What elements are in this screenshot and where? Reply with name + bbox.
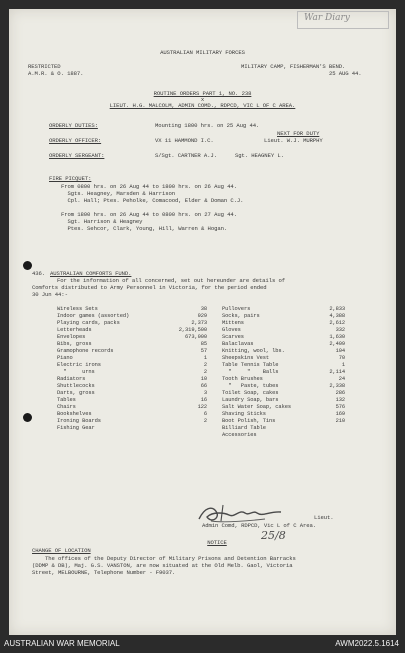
notice-line: Street, MELBOURNE, Telephone Number - F9037. — [32, 569, 176, 576]
comfort-item-name: Envelopes — [57, 334, 86, 340]
comfort-item-qty: 2 — [203, 418, 207, 424]
comfort-item-qty: 3 — [203, 390, 207, 396]
comfort-item-qty: 10 — [200, 376, 207, 382]
comfort-item-name: Sheepskins Vest — [222, 355, 270, 361]
comfort-item-name: Tooth Brushes — [222, 376, 263, 382]
orderly-officer-value: VX 11 HAMMOND I.C. — [155, 137, 214, 144]
comfort-item-name: " " Balls — [222, 369, 279, 375]
footer-institution: AUSTRALIAN WAR MEMORIAL — [4, 639, 120, 648]
comfort-item-qty: 332 — [335, 327, 345, 333]
fire-picquet-line: Cpl. Hall; Ptes. Peholke, Comacood, Elder & Doman C.J. — [61, 197, 244, 204]
section-intro-line: 30 Jun 44:- — [32, 291, 68, 298]
comfort-item-qty: 2,114 — [329, 369, 345, 375]
orderly-duties-label: ORDERLY DUTIES: — [49, 122, 98, 129]
signature-rank: Lieut. — [314, 514, 334, 521]
handwritten-note: War Diary — [304, 13, 350, 23]
comfort-item-name: Bibs, gross — [57, 341, 92, 347]
comfort-item-qty: 2,612 — [329, 320, 345, 326]
comfort-item-qty: 2,833 — [329, 306, 345, 312]
comfort-item-name: Ironing Boards — [57, 418, 101, 424]
comfort-item-name: Shaving Sticks — [222, 411, 266, 417]
notice-title: NOTICE — [207, 539, 227, 546]
comfort-item-qty: 2,338 — [329, 383, 345, 389]
location-label: MILITARY CAMP, FISHERMAN'S BEND. — [241, 63, 346, 70]
comfort-item-qty: 169 — [335, 411, 345, 417]
comfort-item-name: Balaclavas — [222, 341, 254, 347]
comfort-item-qty: 2 — [203, 369, 207, 375]
comfort-item-qty: 576 — [335, 404, 345, 410]
comfort-item-name: Gramophone records — [57, 348, 114, 354]
orderly-sergeant-value: S/Sgt. CARTNER A.J. — [155, 152, 217, 159]
comfort-item-name: Mittens — [222, 320, 244, 326]
handwritten-date: 25/8 — [261, 529, 286, 542]
comfort-item-name: Toilet Soap, cakes — [222, 390, 279, 396]
comfort-item-qty: 4,388 — [329, 313, 345, 319]
notice-line: The offices of the Deputy Director of Military Prisons and Detention Barracks — [32, 555, 296, 562]
comfort-item-name: Shuttlecocks — [57, 383, 95, 389]
archive-footer — [0, 635, 405, 653]
comfort-item-name: Gloves — [222, 327, 241, 333]
fire-picquet-title: FIRE PICQUET: — [49, 175, 92, 182]
comfort-item-name: " Paste, tubes — [222, 383, 279, 389]
comfort-item-qty: 57 — [200, 348, 207, 354]
fire-picquet-line: From 0800 hrs. on 26 Aug 44 to 1800 hrs. on 26 Aug 44. — [61, 183, 237, 190]
orderly-sergeant-label: ORDERLY SERGEANT: — [49, 152, 105, 159]
punch-hole — [23, 261, 32, 270]
comfort-item-qty: 66 — [200, 383, 207, 389]
comfort-item-name: Playing cards, packs — [57, 320, 120, 326]
comfort-item-qty: 1,630 — [329, 334, 345, 340]
comfort-item-name: Knitting, wool, lbs. — [222, 348, 285, 354]
section-intro-line: For the information of all concerned, set out hereunder are details of — [57, 277, 285, 284]
comfort-item-name: Socks, pairs — [222, 313, 260, 319]
comfort-item-name: Indoor games (assorted) — [57, 313, 130, 319]
comfort-item-name: Scarves — [222, 334, 244, 340]
comfort-item-qty: 70 — [338, 355, 345, 361]
orderly-sergeant-next: Sgt. HEAGNEY L. — [235, 152, 284, 159]
notice-subtitle: CHANGE OF LOCATION — [32, 547, 91, 554]
comfort-item-qty: 1 — [203, 355, 207, 361]
comfort-item-qty: 38 — [200, 306, 207, 312]
comfort-item-name: Bookshelves — [57, 411, 92, 417]
comfort-item-qty: 6 — [203, 411, 207, 417]
comfort-item-qty: 2,319,500 — [178, 327, 207, 333]
orders-title: ROUTINE ORDERS PART 1, NO. 238 — [153, 90, 252, 97]
annotation-box — [297, 11, 389, 29]
comfort-item-qty: 673,000 — [185, 334, 207, 340]
footer-reference: AWM2022.5.1614 — [335, 639, 399, 648]
comfort-item-name: Table Tennis Table — [222, 362, 279, 368]
fire-picquet-line: Sgts. Heagney, Marsden & Harrison — [61, 190, 175, 197]
comfort-item-qty: 24 — [338, 376, 345, 382]
comfort-item-qty: 2,409 — [329, 341, 345, 347]
section-number: 436. — [32, 270, 46, 277]
comfort-item-qty: 122 — [197, 404, 207, 410]
next-for-duty-label: NEXT FOR DUTY — [277, 130, 320, 137]
comfort-item-name: Boot Polish, Tins — [222, 418, 276, 424]
comfort-item-name: Electric irons — [57, 362, 101, 368]
comfort-item-name: Laundry Soap, bars — [222, 397, 279, 403]
comfort-item-name: Radiators — [57, 376, 86, 382]
comfort-item-name: Wireless Sets — [57, 306, 98, 312]
notice-line: (DDMP & DB), Maj. G.S. VANSTON, are now situated at the Old Melb. Gaol, Victoria — [32, 562, 293, 569]
comfort-item-name: Salt Water Soap, cakes — [222, 404, 291, 410]
classification-label: RESTRICTED — [28, 63, 61, 70]
section-title: AUSTRALIAN COMFORTS FUND. — [50, 270, 132, 277]
comfort-item-qty: 85 — [200, 341, 207, 347]
signature-appointment: Admin Comd, RDPCD, Vic L of C Area. — [202, 522, 316, 529]
document-heading: AUSTRALIAN MILITARY FORCES — [160, 49, 245, 56]
orders-issued-by: LIEUT. H.G. MALCOLM, ADMIN COMD., RDPCD, VIC L OF C AREA. — [109, 102, 296, 109]
comfort-item-qty: 929 — [197, 313, 207, 319]
punch-hole — [23, 413, 32, 422]
comfort-item-qty: 2 — [203, 362, 207, 368]
fire-picquet-line: Ptes. Sehcor, Clark, Young, Hill, Warren & Hogan. — [61, 225, 228, 232]
form-reference: A.M.R. & O. 1887. — [28, 70, 84, 77]
comfort-item-name: Chairs — [57, 404, 76, 410]
orderly-duties-value: Mounting 1800 hrs. on 25 Aug 44. — [155, 122, 260, 129]
comfort-item-qty: 2,373 — [191, 320, 207, 326]
comfort-item-name: Fishing Gear — [57, 425, 95, 431]
date-label: 25 AUG 44. — [329, 70, 362, 77]
fire-picquet-line: From 1800 hrs. on 26 Aug 44 to 0800 hrs. on 27 Aug 44. — [61, 211, 237, 218]
orderly-officer-label: ORDERLY OFFICER: — [49, 137, 102, 144]
orderly-officer-next: Lieut. W.J. MURPHY — [264, 137, 323, 144]
comfort-item-name: Billiard Table — [222, 425, 266, 431]
comfort-item-name: Piano — [57, 355, 73, 361]
section-intro-line: Comforts distributed to Army Personnel in Victoria, for the period ended — [32, 284, 267, 291]
comfort-item-qty: 16 — [200, 397, 207, 403]
comfort-item-name: Accessories — [222, 432, 257, 438]
comfort-item-qty: 286 — [335, 390, 345, 396]
comfort-item-name: Tables — [57, 397, 76, 403]
by-mark: x — [200, 96, 205, 103]
comfort-item-name: " urns — [57, 369, 95, 375]
document-page — [9, 9, 396, 635]
comfort-item-qty: 1 — [341, 362, 345, 368]
comfort-item-qty: 132 — [335, 397, 345, 403]
comfort-item-qty: 210 — [335, 418, 345, 424]
fire-picquet-line: Sgt. Harrison & Heagney — [61, 218, 143, 225]
comfort-item-name: Pullovers — [222, 306, 251, 312]
comfort-item-name: Letterheads — [57, 327, 92, 333]
comfort-item-name: Darts, gross — [57, 390, 95, 396]
comfort-item-qty: 104 — [335, 348, 345, 354]
